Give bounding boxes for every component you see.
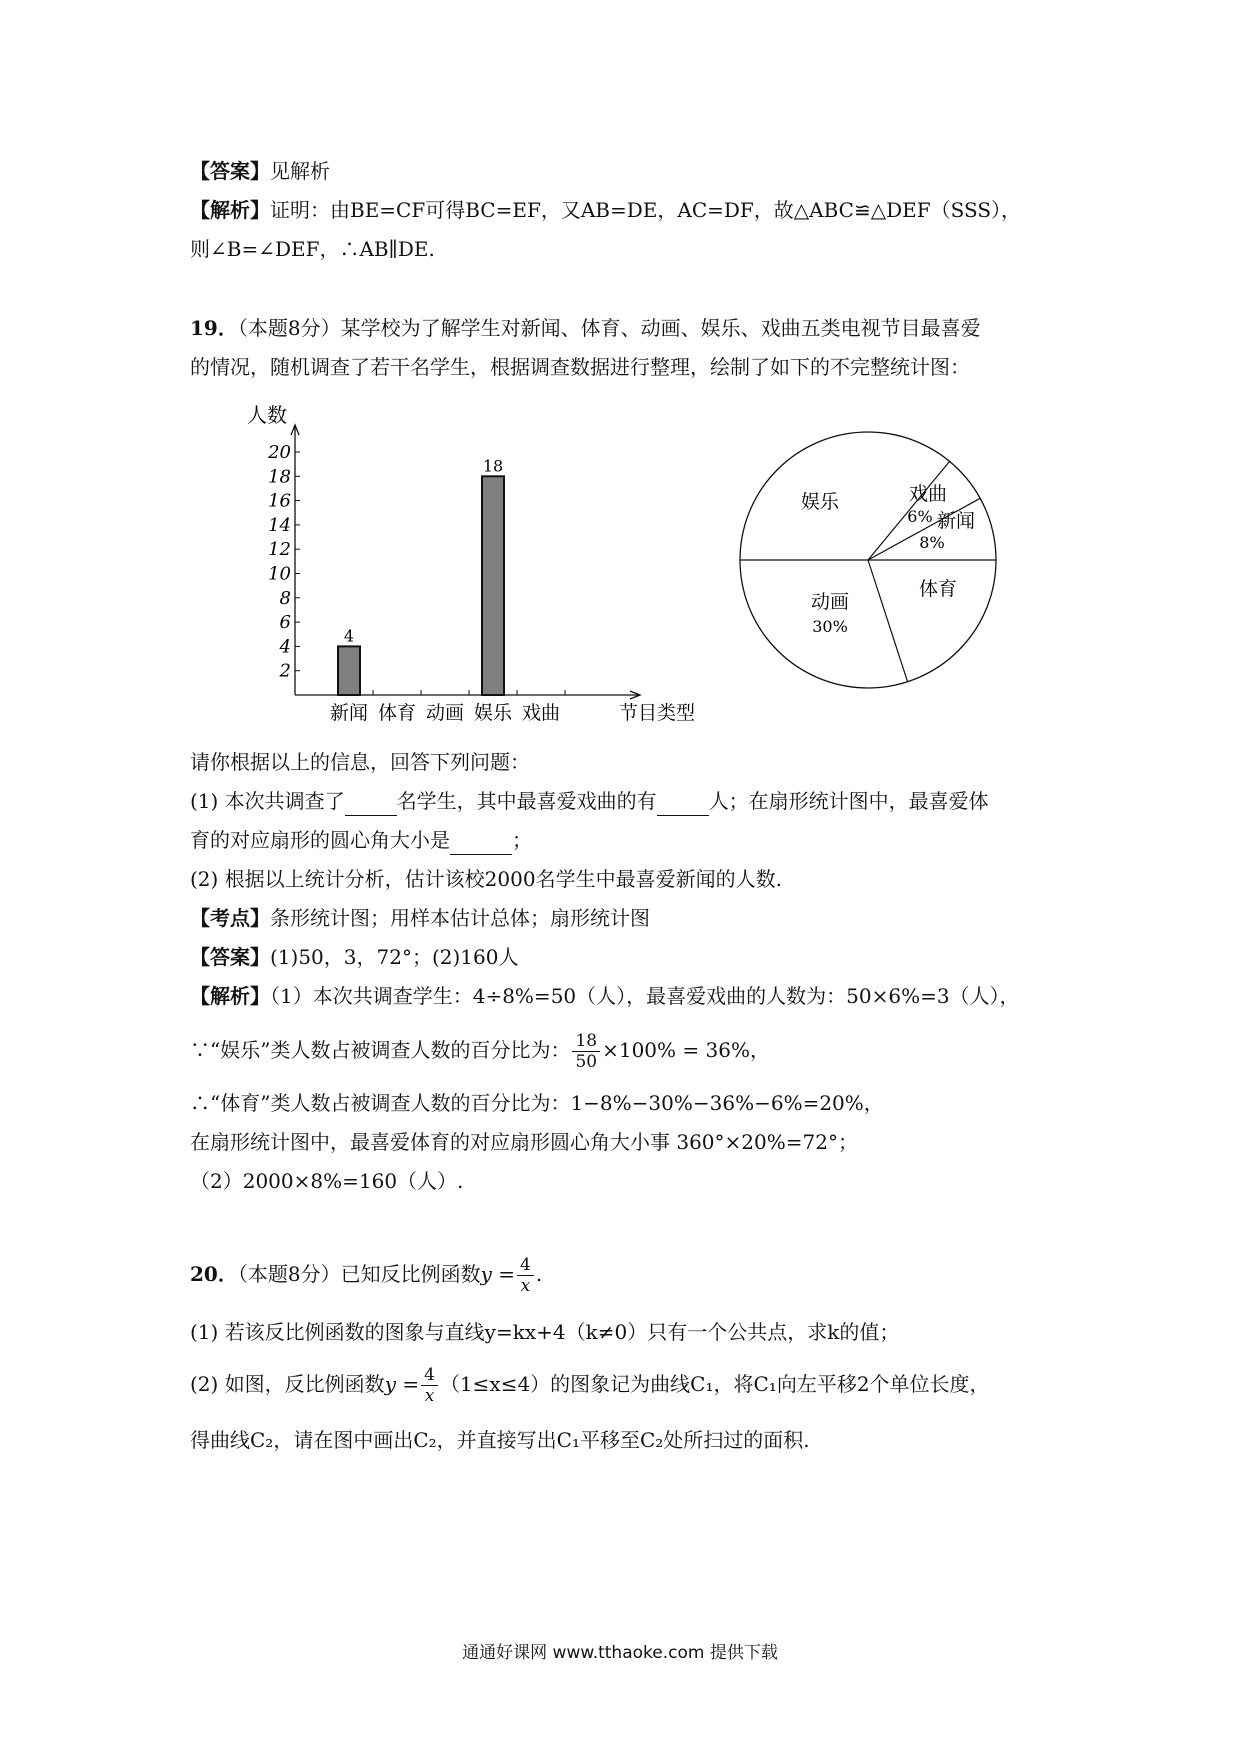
y-tick-label: 2 xyxy=(279,660,291,682)
q20-part2-cont: 得曲线C₂，请在图中画出C₂，并直接写出C₁平移至C₂处所扫过的面积. xyxy=(190,1428,810,1452)
analysis-tag: 【解析】 xyxy=(190,198,270,222)
y-tick-label: 8 xyxy=(279,587,291,609)
answer-blank xyxy=(657,787,709,816)
slice-label: 戏曲 xyxy=(908,483,948,505)
x-tick-label: 动画 xyxy=(425,702,465,724)
x-tick-label: 体育 xyxy=(377,702,417,724)
answer-blank xyxy=(345,787,397,816)
slice-label: 新闻 xyxy=(936,510,976,532)
answer-text: 见解析 xyxy=(270,159,330,183)
y-tick-label: 6 xyxy=(279,612,291,634)
stem-text: （本题8分）某学校为了解学生对新闻、体育、动画、娱乐、戏曲五类电视节目最喜爱 xyxy=(237,316,981,340)
q19-part1: (1) 本次共调查了 名学生，其中最喜爱戏曲的有 人；在扇形统计图中，最喜爱体 xyxy=(190,787,989,816)
fraction: $\frac{4}{x}$ xyxy=(517,1255,534,1296)
q19-stem xyxy=(190,314,981,342)
slice-value: 6% xyxy=(907,507,933,526)
page-footer: 通通好课网 www.tthaoke.com 提供下载 xyxy=(462,1643,778,1663)
q18-analysis-cont: 则∠B=∠DEF，∴AB∥DE. xyxy=(190,237,435,261)
x-tick-label: 娱乐 xyxy=(473,702,513,724)
analysis-text: 证明：由BE=CF可得BC=EF，又AB=DE，AC=DF，故△ABC≌△DEF（SSS）， xyxy=(270,198,1022,222)
data-label: 18 xyxy=(482,456,504,476)
analysis-tag: 【解析】 xyxy=(190,984,270,1008)
q19-part1-cont: 育的对应扇形的圆心角大小是 ； xyxy=(190,826,532,855)
y-tick-label: 20 xyxy=(268,442,291,463)
x-tick-label: 戏曲 xyxy=(521,702,561,724)
slice-label: 娱乐 xyxy=(800,491,840,513)
bar xyxy=(338,646,360,695)
q18-answer xyxy=(190,157,330,185)
x-tick-label: 新闻 xyxy=(329,702,369,724)
data-label: 4 xyxy=(343,626,355,646)
answer-blank xyxy=(450,826,512,855)
kaodian-tag: 【考点】 xyxy=(190,906,270,930)
bar-chart xyxy=(240,400,696,730)
slice-value: 30% xyxy=(812,617,848,636)
slice-label: 动画 xyxy=(810,591,850,613)
answer-tag: 【答案】 xyxy=(190,159,270,183)
q20-part2: (2) 如图，反比例函数y = $\frac{4}{x}$ （1≤x≤4）的图象记为曲线C₁，将C₁向左平移2个单位长度， xyxy=(190,1365,990,1406)
y-tick-label: 18 xyxy=(268,466,291,488)
fraction: $\frac{4}{x}$ xyxy=(421,1365,438,1406)
q19-prompt: 请你根据以上的信息，回答下列问题： xyxy=(190,750,530,774)
x-axis-label: 节目类型 xyxy=(618,702,696,724)
y-tick-label: 10 xyxy=(268,563,291,585)
q19-answer: 【答案】(1)50，3，72°；(2)160人 xyxy=(190,945,519,969)
q18-analysis xyxy=(190,196,1021,224)
q19-stem-cont: 的情况，随机调查了若干名学生，根据调查数据进行整理，绘制了如下的不完整统计图： xyxy=(190,355,970,379)
question-number: 20． xyxy=(190,1262,238,1286)
q19-analysis-line3: ∴“体育”类人数占被调查人数的百分比为：1−8%−30%−36%−6%=20%， xyxy=(190,1091,884,1115)
y-axis-label: 人数 xyxy=(247,403,287,427)
bar xyxy=(482,476,504,695)
q20-stem: 20．（本题8分）已知反比例函数y = $\frac{4}{x}$ . xyxy=(190,1255,543,1296)
y-tick-label: 16 xyxy=(268,490,291,512)
y-tick-label: 12 xyxy=(268,539,291,561)
q19-analysis: 【解析】（1）本次共调查学生：4÷8%=50（人），最喜爱戏曲的人数为：50×6%=3（人）， xyxy=(190,984,1020,1008)
question-number: 19． xyxy=(190,316,238,340)
q19-kaodian: 【考点】条形统计图；用样本估计总体；扇形统计图 xyxy=(190,906,650,930)
q20-part1: (1) 若该反比例函数的图象与直线y=kx+4（k≠0）只有一个公共点，求k的值； xyxy=(190,1320,900,1344)
q19-analysis-line4: 在扇形统计图中，最喜爱体育的对应扇形圆心角大小事 360°×20%=72°； xyxy=(190,1130,858,1154)
y-tick-label: 4 xyxy=(279,636,291,658)
slice-value: 8% xyxy=(919,533,945,552)
fraction: $\frac{18}{50}$ xyxy=(572,1031,600,1072)
q19-analysis-line2: ∵“娱乐”类人数占被调查人数的百分比为： $\frac{18}{50}$ ×100% = 36%， xyxy=(190,1031,770,1072)
slice-label: 体育 xyxy=(918,578,958,600)
y-tick-label: 14 xyxy=(268,514,291,536)
answer-tag: 【答案】 xyxy=(190,945,270,969)
q19-part2: (2) 根据以上统计分析，估计该校2000名学生中最喜爱新闻的人数. xyxy=(190,867,782,891)
pie-chart xyxy=(730,450,1010,690)
q19-analysis-line5: （2）2000×8%=160（人）. xyxy=(190,1169,464,1193)
